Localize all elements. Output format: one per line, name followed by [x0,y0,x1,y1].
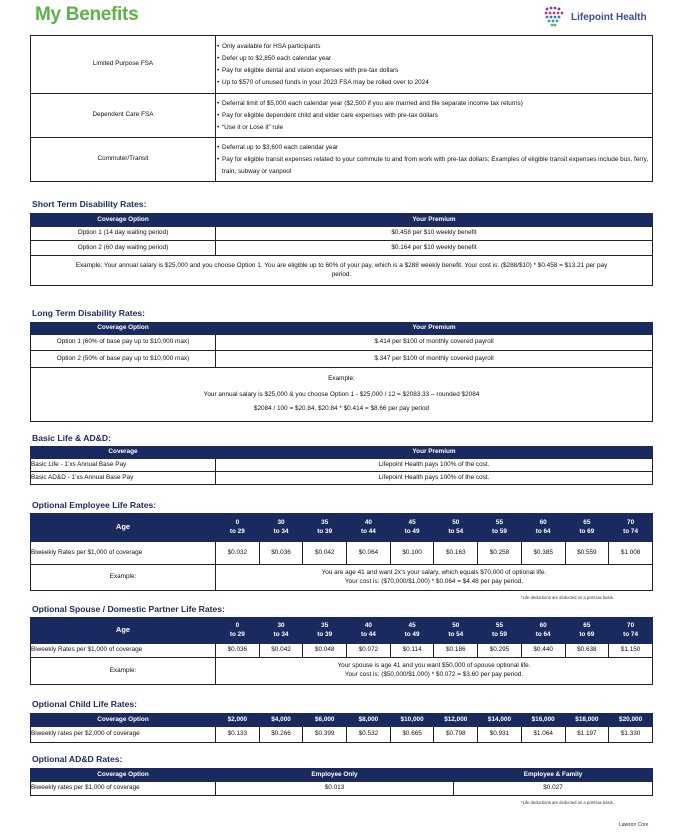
rate-cell: $0.559 [565,542,609,565]
list-item: • Pay for eligible dental and vision expenses with pre-tax dollars [216,65,652,77]
rate-cell: $1.064 [521,727,565,743]
table-row [31,459,653,472]
example-line: Your cost is: ($50,000/$1,000) * $0.072 = $3.60 per pay period. [344,671,524,678]
logo-text: Lifepoint Health [571,11,647,23]
table-row [31,351,653,368]
rate-cell: $0.064 [347,542,391,565]
rate-cell: $0.114 [390,644,434,658]
premium: $.347 per $100 of monthly covered payroll [216,351,653,368]
rate-cell: $0.048 [303,644,347,658]
coverage-option: Option 1 (14 day waiting period) [31,227,216,241]
rate-cell: $0.931 [478,727,522,743]
rate-cell: $0.027 [454,782,653,796]
coverage-amount: $14,000 [478,714,522,727]
age-band: 65 to 69 [565,514,609,542]
rate-cell: $0.295 [478,644,522,658]
list-item: • Only available for HSA participants [216,41,652,53]
post-tax-note: *Life deductions are deducted on a post-tax basis. [521,595,614,600]
example-line: Your annual salary is $25,000 & you choose Option 1 - $25,000 / 12 = $2083.33 – rounded $2084 [203,390,480,398]
table-row [31,644,653,658]
column-header: Coverage Option [31,769,216,782]
premium: Lifepoint Health pays 100% of the cost. [216,472,653,485]
table-row [31,335,653,351]
table-row [31,227,653,241]
coverage-amount: $8,000 [347,714,391,727]
column-header: Your Premium [216,214,653,227]
coverage-amount: $2,000 [216,714,260,727]
age-band: 60 to 64 [521,514,565,542]
age-band: 40 to 44 [347,618,391,644]
list-item: • Deferral up to $3,600 each calendar year [216,142,652,154]
example-line: You are age 41 and want 2x’s your salary, which equals $70,000 of optional life. [321,568,547,576]
example-line: $2084 / 100 = $20.84, $20.84 * $0.414 = $8.66 per pay period [253,405,430,413]
age-band: 70 to 74 [609,514,653,542]
age-band: 60 to 64 [521,618,565,644]
spouse-life-example [216,658,653,685]
list-item: • Pay for eligible transit expenses related to your commute to and from work with pre-tax dollars; Examples of eligible transit expenses include bus, ferry, train, subway or vanpool [216,154,652,178]
age-band: 65 to 69 [565,618,609,644]
table-header [31,714,653,727]
coverage-option: Basic AD&D - 1’xs Annual Base Pay [31,472,216,485]
ltd-example [31,368,653,422]
table-header [31,618,653,644]
age-band: 70 to 74 [609,618,653,644]
age-band: 55 to 59 [478,514,522,542]
child-life-title: Optional Child Life Rates: [32,699,138,709]
fsa-name: Dependent Care FSA [31,94,216,138]
example-line: Your cost is: ($70,000/$1,000) * $0.064 = $4.48 per pay period. [344,577,524,585]
coverage-option: Option 1 (60% of base pay up to $10,000 max) [31,335,216,351]
column-header: Coverage Option [31,714,216,727]
std-table [30,213,653,286]
rate-label: Biweekly rates per $2,000 of coverage [31,727,216,743]
add-title: Optional AD&D Rates: [32,754,123,764]
post-tax-note: *Life deductions are deducted on a post-tax basis. [521,800,614,805]
rate-cell: $0.665 [390,727,434,743]
emp-life-table [30,513,653,591]
column-header: Coverage [31,447,216,459]
table-row [31,256,653,286]
age-band: 50 to 54 [434,618,478,644]
age-band: 45 to 49 [390,514,434,542]
rate-cell: $0.036 [216,644,260,658]
fsa-bullets [216,36,653,94]
premium: $0.458 per $10 weekly benefit [216,227,653,241]
table-row [31,542,653,565]
premium: $.414 per $100 of monthly covered payroll [216,335,653,351]
column-header: Your Premium [216,323,653,335]
rate-cell: $0.100 [390,542,434,565]
company-logo [542,4,647,30]
rate-cell: $0.013 [216,782,454,796]
coverage-amount: $18,000 [565,714,609,727]
example-label: Example: [31,658,216,685]
table-row [31,782,653,796]
std-example: Example: Your annual salary is $25,000 and you choose Option 1. You are eligible up to 60% of your pay, which is a $288 weekly benefit. Your cost is: ($288/$10) * $0.458 = $13.21 per pay period. [31,256,653,286]
table-header [31,447,653,459]
rate-cell: $0.133 [216,727,260,743]
age-header: Age [31,618,216,644]
age-band: 0 to 29 [216,514,260,542]
rate-cell: $1.330 [609,727,653,743]
rate-cell: $0.042 [259,644,303,658]
age-band: 45 to 49 [390,618,434,644]
rate-cell: $0.072 [347,644,391,658]
column-header: Coverage Option [31,323,216,335]
table-header [31,769,653,782]
table-row [31,658,653,685]
age-band: 35 to 39 [303,618,347,644]
rate-cell: $0.385 [521,542,565,565]
coverage-amount: $12,000 [434,714,478,727]
age-band: 30 to 34 [259,618,303,644]
add-table [30,768,653,796]
rate-cell: $0.036 [259,542,303,565]
table-header [31,323,653,335]
basic-title: Basic Life & AD&D: [32,433,111,443]
column-header: Employee Only [216,769,454,782]
coverage-amount: $16,000 [521,714,565,727]
example-label: Example: [31,565,216,591]
ltd-table [30,322,653,422]
coverage-amount: $4,000 [259,714,303,727]
age-band: 40 to 44 [347,514,391,542]
rate-label: Biweekly Rates per $1,000 of coverage [31,644,216,658]
fsa-name: Commuter/Transit [31,138,216,182]
std-title: Short Term Disability Rates: [32,199,147,209]
table-row [31,565,653,591]
rate-label: Biweekly Rates per $1,000 of coverage [31,542,216,565]
rate-cell: $0.163 [434,542,478,565]
child-life-table [30,713,653,743]
lifepoint-dots-logo-icon [542,4,568,30]
table-header [31,514,653,542]
spouse-life-title: Optional Spouse / Domestic Partner Life Rates: [32,604,225,614]
coverage-amount: $20,000 [609,714,653,727]
basic-table [30,446,653,485]
fsa-name: Limited Purpose FSA [31,36,216,94]
list-item: • “Use it or Lose it” rule [216,122,652,134]
rate-cell: $0.186 [434,644,478,658]
age-band: 55 to 59 [478,618,522,644]
age-band: 0 to 29 [216,618,260,644]
emp-life-title: Optional Employee Life Rates: [32,500,157,510]
table-header [31,214,653,227]
rate-cell: $0.440 [521,644,565,658]
fsa-bullets [216,138,653,182]
spouse-life-table [30,617,653,685]
coverage-option: Option 2 (50% of base pay up to $10,000 max) [31,351,216,368]
rate-cell: $0.266 [259,727,303,743]
column-header: Coverage Option [31,214,216,227]
rate-cell: $0.798 [434,727,478,743]
table-row [31,727,653,743]
coverage-option: Basic Life - 1’xs Annual Base Pay [31,459,216,472]
emp-life-example [216,565,653,591]
column-header: Employee & Family [454,769,653,782]
table-row [31,94,653,138]
footer-label: Lawson Core [619,822,649,828]
list-item: • Pay for eligible dependent child and elder care expenses with pre-tax dollars [216,110,652,122]
table-row [31,472,653,485]
rate-cell: $0.042 [303,542,347,565]
rate-cell: $1.008 [609,542,653,565]
coverage-option: Option 2 (60 day waiting period) [31,241,216,256]
premium: $0.164 per $10 weekly benefit [216,241,653,256]
rate-cell: $0.532 [347,727,391,743]
age-band: 35 to 39 [303,514,347,542]
table-row [31,368,653,422]
age-band: 50 to 54 [434,514,478,542]
fsa-table [30,35,653,182]
fsa-bullets [216,94,653,138]
age-header: Age [31,514,216,542]
table-row [31,138,653,182]
coverage-amount: $6,000 [303,714,347,727]
rate-cell: $0.399 [303,727,347,743]
list-item: • Defer up to $2,850 each calendar year [216,53,652,65]
rate-cell: $0.638 [565,644,609,658]
table-row [31,36,653,94]
column-header: Your Premium [216,447,653,459]
example-line: Your spouse is age 41 and you want $50,000 of spouse optional life. [337,662,531,670]
example-label: Example: [328,375,355,383]
ltd-title: Long Term Disability Rates: [32,308,146,318]
table-row [31,241,653,256]
age-band: 30 to 34 [259,514,303,542]
page-title: My Benefits [35,4,139,25]
rate-label: Biweekly rates per $1,000 of coverage [31,782,216,796]
premium: Lifepoint Health pays 100% of the cost. [216,459,653,472]
list-item: • Up to $570 of unused funds in your 2023 FSA may be rolled over to 2024 [216,77,652,89]
list-item: • Deferral limit of $5,000 each calendar year ($2,500 if you are married and file separate income tax returns) [216,98,652,110]
coverage-amount: $10,000 [390,714,434,727]
rate-cell: $0.032 [216,542,260,565]
rate-cell: $1.150 [609,644,653,658]
rate-cell: $1.197 [565,727,609,743]
rate-cell: $0.258 [478,542,522,565]
